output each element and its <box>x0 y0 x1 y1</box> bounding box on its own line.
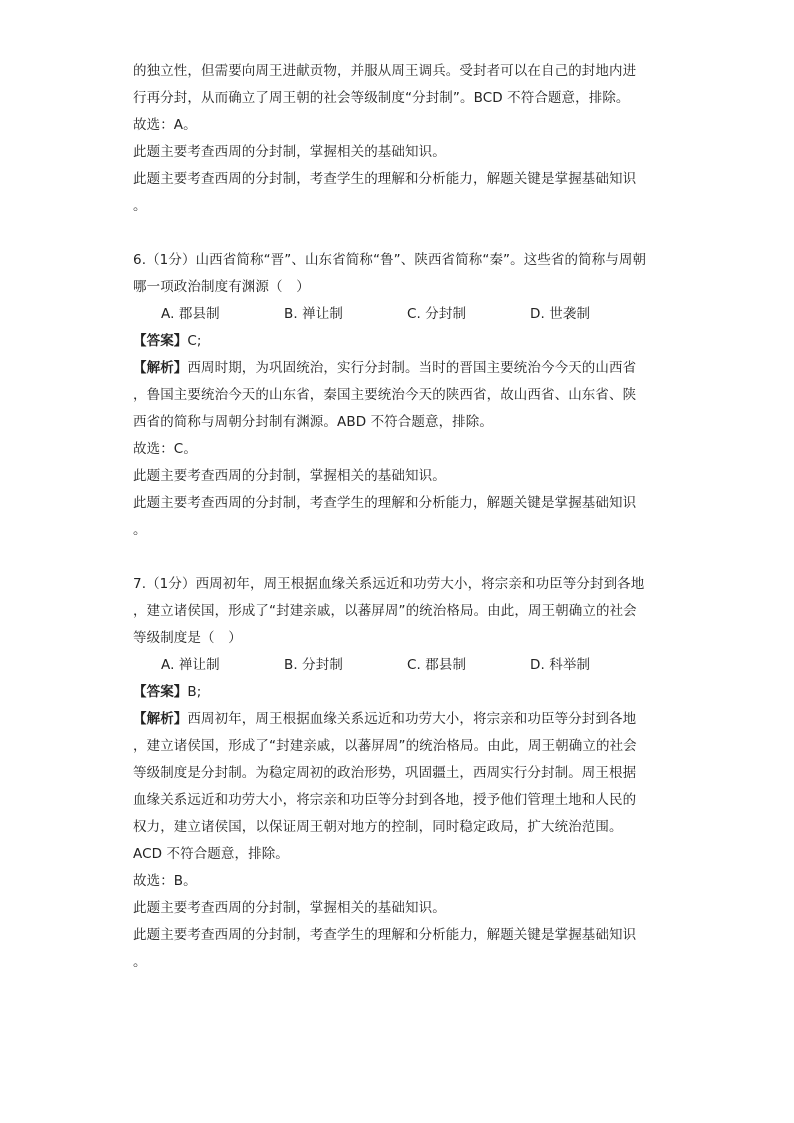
option-d: D. 世袭制 <box>530 306 591 322</box>
choice-line: 故选：A。 <box>133 117 197 133</box>
answer-tag: 【答案】 <box>133 333 188 349</box>
options-row <box>133 301 653 328</box>
analysis-line <box>133 355 653 382</box>
analysis-line: 行再分封，从而确立了周王朝的社会等级制度“分封制”。BCD 不符合题意，排除。 <box>133 90 630 106</box>
option-a: A. 禅让制 <box>161 657 220 673</box>
choice-line: 故选：B。 <box>133 873 197 889</box>
answer-line <box>133 328 653 355</box>
analysis-line: 西省的简称与周朝分封制有渊源。ABD 不符合题意，排除。 <box>133 414 493 430</box>
question-stem-line: ，建立诸侯国，形成了“封建亲戚，以蕃屏周”的统治格局。由此，周王朝确立的社会 <box>133 603 637 619</box>
analysis-line: 等级制度是分封制。为稳定周初的政治形势，巩固疆土，西周实行分封制。周王根据 <box>133 765 637 781</box>
answer-value: B; <box>187 684 202 700</box>
summary-line: 此题主要考查西周的分封制，掌握相关的基础知识。 <box>133 900 446 916</box>
analysis-text: 西周时期，为巩固统治，实行分封制。当时的晋国主要统治今今天的山西省 <box>187 360 637 376</box>
option-b: B. 分封制 <box>284 657 343 673</box>
analysis-line: ，建立诸侯国，形成了“封建亲戚，以蕃屏周”的统治格局。由此，周王朝确立的社会 <box>133 738 637 754</box>
analysis-line: 血缘关系远近和功劳大小，将宗亲和功臣等分封到各地，授予他们管理土地和人民的 <box>133 792 637 808</box>
answer-line <box>133 679 653 706</box>
choice-line: 故选：C。 <box>133 441 197 457</box>
analysis-tag: 【解析】 <box>133 360 188 376</box>
question-stem-line: 6.（1分）山西省简称“晋”、山东省简称“鲁”、陕西省简称“秦”。这些省的简称与周朝 <box>133 252 647 268</box>
option-a: A. 郡县制 <box>161 306 220 322</box>
option-d: D. 科举制 <box>530 657 591 673</box>
comment-line: 。 <box>133 198 147 214</box>
analysis-line <box>133 706 653 733</box>
question-stem-line: 7.（1分）西周初年，周王根据血缘关系远近和功劳大小，将宗亲和功臣等分封到各地 <box>133 576 645 592</box>
analysis-tag: 【解析】 <box>133 711 188 727</box>
comment-line: 此题主要考查西周的分封制，考查学生的理解和分析能力，解题关键是掌握基础知识 <box>133 495 637 511</box>
answer-value: C; <box>187 333 202 349</box>
comment-line: 此题主要考查西周的分封制，考查学生的理解和分析能力，解题关键是掌握基础知识 <box>133 927 637 943</box>
summary-line: 此题主要考查西周的分封制，掌握相关的基础知识。 <box>133 468 446 484</box>
analysis-line: 权力，建立诸侯国，以保证周王朝对地方的控制，同时稳定政局，扩大统治范围。 <box>133 819 623 835</box>
option-c: C. 分封制 <box>407 306 467 322</box>
options-row <box>133 652 653 679</box>
question-stem-line: 等级制度是（ ） <box>133 630 242 646</box>
comment-line: 。 <box>133 522 147 538</box>
analysis-text: 西周初年，周王根据血缘关系远近和功劳大小，将宗亲和功臣等分封到各地 <box>187 711 637 727</box>
option-b: B. 禅让制 <box>284 306 343 322</box>
answer-tag: 【答案】 <box>133 684 188 700</box>
question-stem-line: 哪一项政治制度有渊源（ ） <box>133 279 310 295</box>
analysis-line: ，鲁国主要统治今天的山东省，秦国主要统治今天的陕西省，故山西省、山东省、陕 <box>133 387 637 403</box>
page-content <box>133 58 653 976</box>
comment-line: 此题主要考查西周的分封制，考查学生的理解和分析能力，解题关键是掌握基础知识 <box>133 171 637 187</box>
comment-line: 。 <box>133 954 147 970</box>
summary-line: 此题主要考查西周的分封制，掌握相关的基础知识。 <box>133 144 446 160</box>
question-7 <box>133 571 653 976</box>
option-c: C. 郡县制 <box>407 657 467 673</box>
previous-analysis-continuation <box>133 58 653 220</box>
analysis-line: ACD 不符合题意，排除。 <box>133 846 289 862</box>
analysis-line: 的独立性，但需要向周王进献贡物，并服从周王调兵。受封者可以在自己的封地内进 <box>133 63 637 79</box>
question-6 <box>133 247 653 544</box>
